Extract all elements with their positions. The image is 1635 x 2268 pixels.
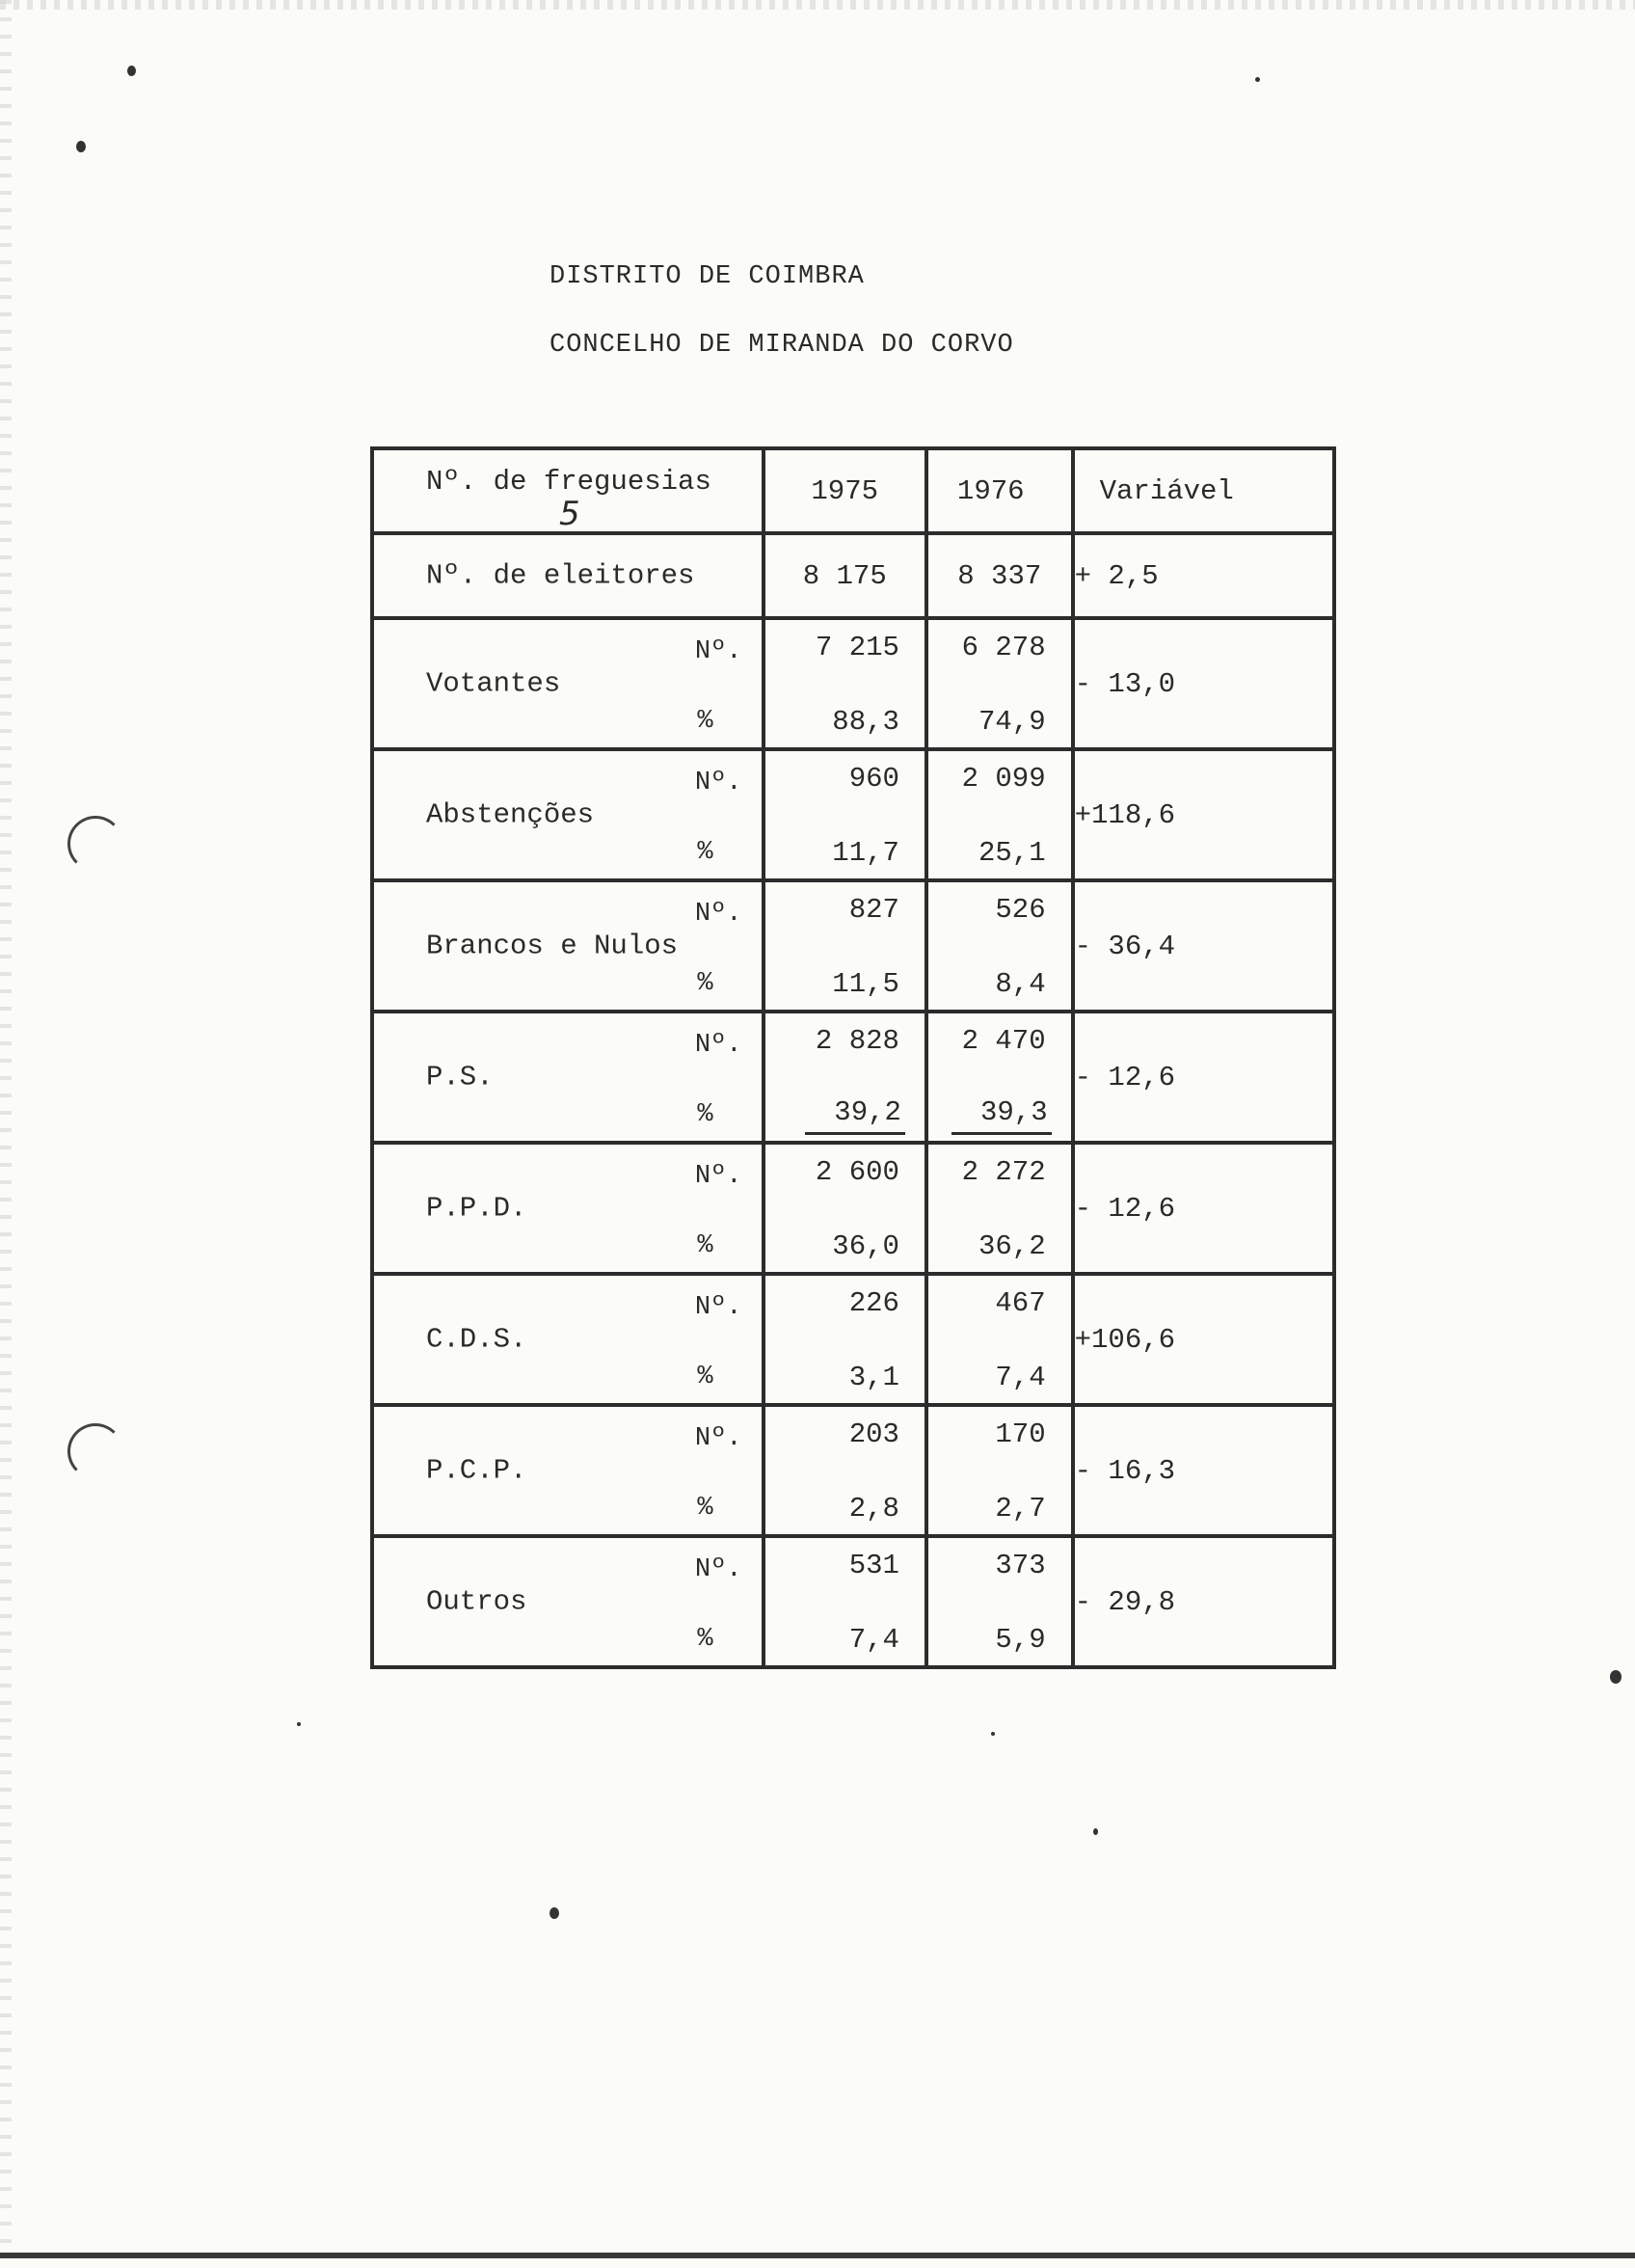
percent-sublabel: % bbox=[697, 707, 713, 736]
row-variation: - 36,4 bbox=[1073, 880, 1334, 1012]
count-1976: 526 bbox=[995, 894, 1046, 926]
count-sublabel: Nº. bbox=[694, 637, 742, 666]
table-row bbox=[372, 1536, 1334, 1667]
variation-header: Variável bbox=[1073, 448, 1334, 533]
speck bbox=[1255, 77, 1260, 82]
row-label: P.C.P. bbox=[426, 1454, 527, 1487]
values-1975-cell bbox=[764, 880, 926, 1012]
count-1975: 2 828 bbox=[815, 1025, 899, 1057]
percent-1975: 36,0 bbox=[832, 1230, 899, 1262]
percent-1976: 25,1 bbox=[978, 837, 1046, 869]
year-1976-header: 1976 bbox=[926, 448, 1073, 533]
speck bbox=[1610, 1670, 1622, 1684]
values-1976-cell bbox=[926, 880, 1073, 1012]
values-1975-cell bbox=[764, 1405, 926, 1536]
punch-hole bbox=[67, 816, 123, 872]
table-row bbox=[372, 749, 1334, 880]
count-1976: 6 278 bbox=[961, 632, 1046, 663]
speck bbox=[549, 1907, 559, 1919]
percent-sublabel: % bbox=[697, 1625, 713, 1654]
electors-label-cell bbox=[372, 533, 764, 618]
percent-1976: 7,4 bbox=[995, 1362, 1046, 1393]
row-label-cell bbox=[372, 1405, 764, 1536]
count-1975: 2 600 bbox=[815, 1156, 899, 1188]
values-1976-cell bbox=[926, 1143, 1073, 1274]
row-variation: +118,6 bbox=[1073, 749, 1334, 880]
percent-1976: 39,3 bbox=[952, 1096, 1052, 1135]
percent-1975: 11,5 bbox=[832, 968, 899, 1000]
percent-1975: 88,3 bbox=[832, 706, 899, 738]
row-label-cell bbox=[372, 618, 764, 749]
count-1975: 531 bbox=[848, 1550, 899, 1581]
table-row bbox=[372, 618, 1334, 749]
count-1975: 7 215 bbox=[815, 632, 899, 663]
percent-sublabel: % bbox=[697, 969, 713, 998]
table-row bbox=[372, 880, 1334, 1012]
row-variation: - 16,3 bbox=[1073, 1405, 1334, 1536]
count-sublabel: Nº. bbox=[694, 1424, 742, 1453]
percent-1975: 39,2 bbox=[805, 1096, 905, 1135]
row-variation: - 29,8 bbox=[1073, 1536, 1334, 1667]
district-title: DISTRITO DE COIMBRA bbox=[549, 262, 865, 291]
table-header-row bbox=[372, 448, 1334, 533]
count-1975: 203 bbox=[848, 1418, 899, 1450]
values-1976-cell bbox=[926, 1274, 1073, 1405]
count-sublabel: Nº. bbox=[694, 769, 742, 797]
row-variation: - 12,6 bbox=[1073, 1143, 1334, 1274]
percent-sublabel: % bbox=[697, 1363, 713, 1391]
percent-sublabel: % bbox=[697, 838, 713, 867]
table-row bbox=[372, 1405, 1334, 1536]
electors-variation: + 2,5 bbox=[1073, 533, 1334, 618]
percent-1976: 5,9 bbox=[995, 1624, 1046, 1656]
count-sublabel: Nº. bbox=[694, 1031, 742, 1060]
row-label: C.D.S. bbox=[426, 1323, 527, 1356]
percent-1976: 36,2 bbox=[978, 1230, 1046, 1262]
count-1975: 827 bbox=[848, 894, 899, 926]
values-1975-cell bbox=[764, 1143, 926, 1274]
row-label-cell bbox=[372, 1536, 764, 1667]
speck bbox=[76, 141, 86, 152]
row-label-cell bbox=[372, 1274, 764, 1405]
percent-1975: 3,1 bbox=[848, 1362, 899, 1393]
percent-1976: 2,7 bbox=[995, 1493, 1046, 1525]
count-1976: 2 470 bbox=[961, 1025, 1046, 1057]
electors-label: Nº. de eleitores bbox=[426, 559, 695, 592]
values-1976-cell bbox=[926, 1536, 1073, 1667]
row-variation: - 12,6 bbox=[1073, 1012, 1334, 1143]
row-variation: +106,6 bbox=[1073, 1274, 1334, 1405]
count-sublabel: Nº. bbox=[694, 1555, 742, 1584]
count-1976: 2 272 bbox=[961, 1156, 1046, 1188]
bottom-rule bbox=[0, 2253, 1635, 2258]
count-1976: 170 bbox=[995, 1418, 1046, 1450]
values-1975-cell bbox=[764, 1536, 926, 1667]
table-row bbox=[372, 1012, 1334, 1143]
row-label-cell bbox=[372, 1143, 764, 1274]
percent-1976: 8,4 bbox=[995, 968, 1046, 1000]
values-1975-cell bbox=[764, 618, 926, 749]
count-1975: 960 bbox=[848, 763, 899, 795]
council-title: CONCELHO DE MIRANDA DO CORVO bbox=[549, 331, 1014, 360]
percent-sublabel: % bbox=[697, 1494, 713, 1523]
values-1976-cell bbox=[926, 618, 1073, 749]
handwritten-parish-count: 5 bbox=[559, 495, 580, 533]
electors-1976: 8 337 bbox=[926, 533, 1073, 618]
count-sublabel: Nº. bbox=[694, 900, 742, 929]
values-1976-cell bbox=[926, 749, 1073, 880]
table-row bbox=[372, 1143, 1334, 1274]
punch-hole bbox=[67, 1423, 123, 1479]
count-1975: 226 bbox=[848, 1287, 899, 1319]
electors-1975: 8 175 bbox=[764, 533, 926, 618]
count-1976: 2 099 bbox=[961, 763, 1046, 795]
speck bbox=[991, 1732, 995, 1736]
row-label: P.S. bbox=[426, 1061, 494, 1094]
election-table bbox=[370, 446, 1336, 1669]
values-1975-cell bbox=[764, 749, 926, 880]
count-1976: 373 bbox=[995, 1550, 1046, 1581]
percent-sublabel: % bbox=[697, 1231, 713, 1260]
row-label-cell bbox=[372, 749, 764, 880]
row-label: P.P.D. bbox=[426, 1192, 527, 1225]
row-label: Outros bbox=[426, 1585, 527, 1618]
percent-1975: 11,7 bbox=[832, 837, 899, 869]
row-label: Abstenções bbox=[426, 798, 595, 831]
values-1976-cell bbox=[926, 1012, 1073, 1143]
values-1976-cell bbox=[926, 1405, 1073, 1536]
values-1975-cell bbox=[764, 1274, 926, 1405]
row-label-cell bbox=[372, 1012, 764, 1143]
row-label: Brancos e Nulos bbox=[426, 930, 679, 962]
values-1975-cell bbox=[764, 1012, 926, 1143]
top-edge-noise bbox=[0, 0, 1635, 10]
electors-row bbox=[372, 533, 1334, 618]
percent-1976: 74,9 bbox=[978, 706, 1046, 738]
speck bbox=[127, 66, 136, 76]
speck bbox=[1093, 1828, 1098, 1835]
count-sublabel: Nº. bbox=[694, 1293, 742, 1322]
count-1976: 467 bbox=[995, 1287, 1046, 1319]
table-row bbox=[372, 1274, 1334, 1405]
row-label: Votantes bbox=[426, 667, 561, 700]
parish-count-cell bbox=[372, 448, 764, 533]
row-variation: - 13,0 bbox=[1073, 618, 1334, 749]
year-1975-header: 1975 bbox=[764, 448, 926, 533]
speck bbox=[297, 1722, 301, 1726]
percent-1975: 2,8 bbox=[848, 1493, 899, 1525]
percent-1975: 7,4 bbox=[848, 1624, 899, 1656]
percent-sublabel: % bbox=[697, 1100, 713, 1129]
count-sublabel: Nº. bbox=[694, 1162, 742, 1191]
row-label-cell bbox=[372, 880, 764, 1012]
parish-count-label: Nº. de freguesias bbox=[426, 466, 711, 498]
